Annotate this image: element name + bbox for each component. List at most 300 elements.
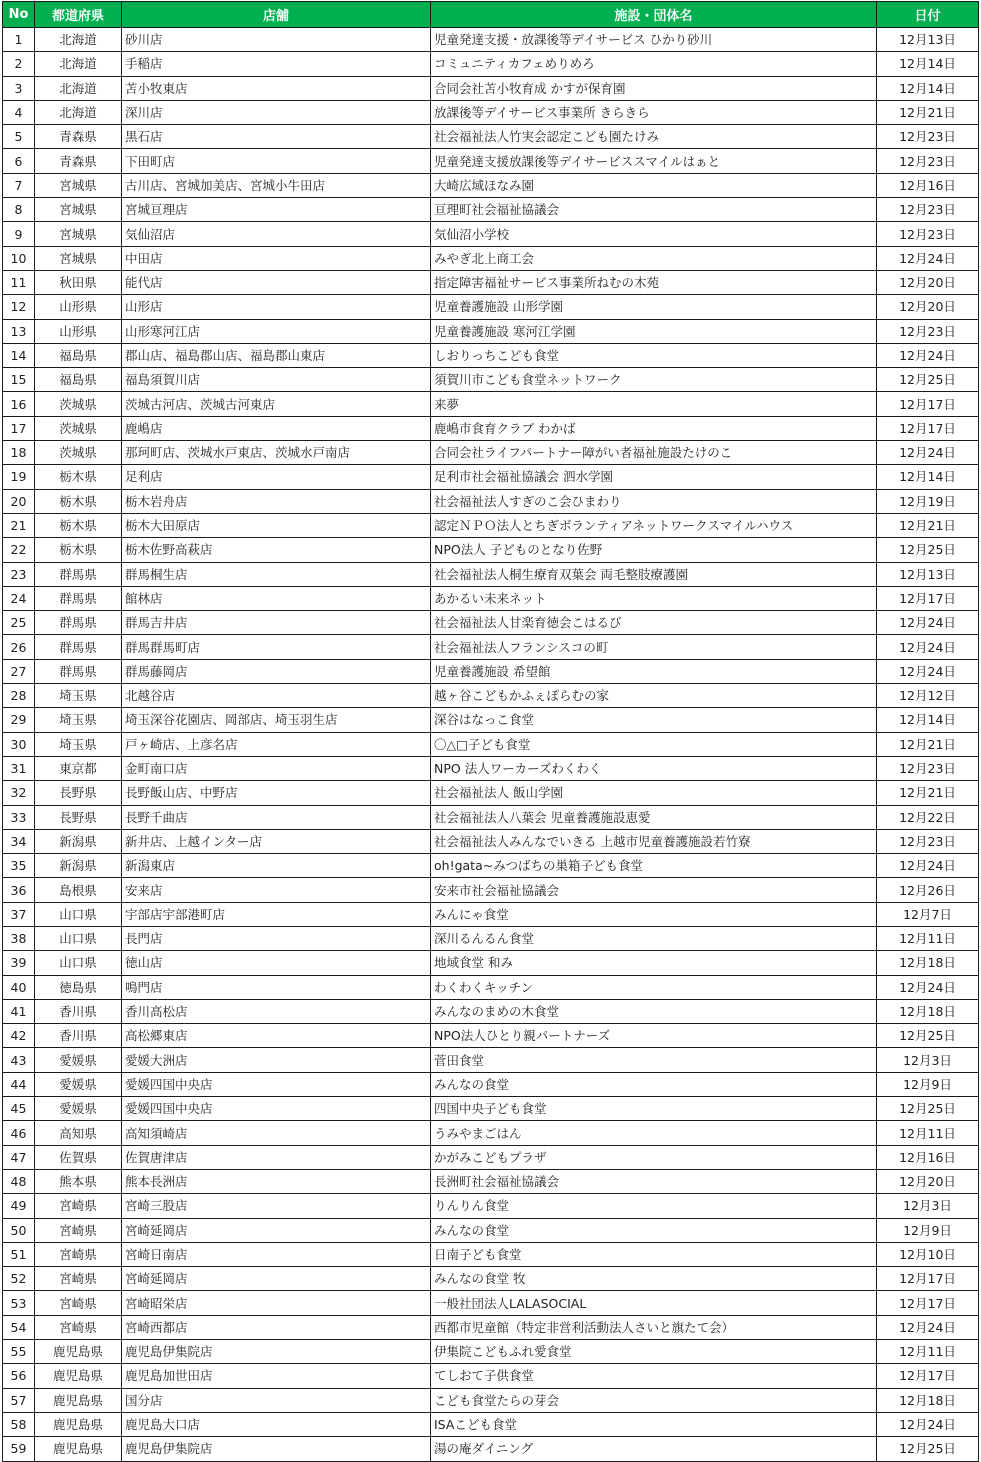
cell-date: 12月9日 (877, 1218, 979, 1242)
cell-prefecture: 愛媛県 (35, 1097, 122, 1121)
cell-no: 32 (3, 781, 35, 805)
cell-date: 12月19日 (877, 489, 979, 513)
cell-no: 8 (3, 198, 35, 222)
cell-prefecture: 宮城県 (35, 173, 122, 197)
cell-store: 手稲店 (122, 52, 431, 76)
cell-date: 12月11日 (877, 926, 979, 950)
cell-date: 12月23日 (877, 149, 979, 173)
cell-organization: うみやまごはん (431, 1121, 877, 1145)
cell-store: 国分店 (122, 1388, 431, 1412)
cell-no: 20 (3, 489, 35, 513)
cell-no: 40 (3, 975, 35, 999)
cell-date: 12月25日 (877, 538, 979, 562)
table-row (3, 878, 979, 902)
cell-prefecture: 栃木県 (35, 513, 122, 537)
cell-prefecture: 島根県 (35, 878, 122, 902)
cell-prefecture: 鹿児島県 (35, 1364, 122, 1388)
cell-store: 山形寒河江店 (122, 319, 431, 343)
cell-date: 12月17日 (877, 586, 979, 610)
cell-prefecture: 埼玉県 (35, 708, 122, 732)
cell-date: 12月21日 (877, 781, 979, 805)
cell-prefecture: 高知県 (35, 1121, 122, 1145)
cell-date: 12月21日 (877, 732, 979, 756)
table-row (3, 854, 979, 878)
cell-store: 愛媛四国中央店 (122, 1072, 431, 1096)
cell-date: 12月12日 (877, 684, 979, 708)
cell-no: 52 (3, 1267, 35, 1291)
cell-organization: 社会福祉法人竹実会認定こども園たけみ (431, 125, 877, 149)
cell-date: 12月23日 (877, 319, 979, 343)
cell-date: 12月23日 (877, 829, 979, 853)
table-row (3, 586, 979, 610)
cell-date: 12月23日 (877, 198, 979, 222)
table-row (3, 756, 979, 780)
cell-date: 12月23日 (877, 125, 979, 149)
cell-organization: ISAこども食堂 (431, 1412, 877, 1436)
cell-store: 福島須賀川店 (122, 368, 431, 392)
cell-no: 48 (3, 1169, 35, 1193)
cell-no: 49 (3, 1194, 35, 1218)
cell-organization: てしおて子供食堂 (431, 1364, 877, 1388)
cell-date: 12月18日 (877, 951, 979, 975)
cell-organization: みんなの食堂 牧 (431, 1267, 877, 1291)
cell-prefecture: 茨城県 (35, 441, 122, 465)
cell-date: 12月26日 (877, 878, 979, 902)
table-row (3, 149, 979, 173)
cell-prefecture: 山形県 (35, 319, 122, 343)
cell-no: 7 (3, 173, 35, 197)
table-row (3, 951, 979, 975)
cell-date: 12月17日 (877, 1291, 979, 1315)
cell-no: 19 (3, 465, 35, 489)
cell-store: 館林店 (122, 586, 431, 610)
cell-store: 苫小牧東店 (122, 76, 431, 100)
cell-prefecture: 北海道 (35, 76, 122, 100)
table-row (3, 1072, 979, 1096)
cell-store: 熊本長洲店 (122, 1169, 431, 1193)
cell-store: 鹿嶋店 (122, 416, 431, 440)
cell-date: 12月24日 (877, 635, 979, 659)
table-body (3, 28, 979, 1462)
cell-date: 12月24日 (877, 246, 979, 270)
cell-no: 44 (3, 1072, 35, 1096)
cell-date: 12月18日 (877, 999, 979, 1023)
cell-prefecture: 福島県 (35, 343, 122, 367)
cell-no: 36 (3, 878, 35, 902)
cell-no: 51 (3, 1242, 35, 1266)
cell-date: 12月25日 (877, 1097, 979, 1121)
table-row (3, 100, 979, 124)
cell-organization: 西都市児童館（特定非営利活動法人さいと旗たて会） (431, 1315, 877, 1339)
cell-no: 14 (3, 343, 35, 367)
cell-store: 愛媛四国中央店 (122, 1097, 431, 1121)
cell-no: 3 (3, 76, 35, 100)
cell-prefecture: 栃木県 (35, 489, 122, 513)
table-row (3, 441, 979, 465)
cell-prefecture: 鹿児島県 (35, 1388, 122, 1412)
cell-date: 12月22日 (877, 805, 979, 829)
cell-store: 群馬群馬町店 (122, 635, 431, 659)
table-row (3, 295, 979, 319)
cell-no: 33 (3, 805, 35, 829)
cell-date: 12月23日 (877, 222, 979, 246)
cell-no: 57 (3, 1388, 35, 1412)
cell-organization: 社会福祉法人みんなでいきる 上越市児童養護施設若竹寮 (431, 829, 877, 853)
cell-store: 金町南口店 (122, 756, 431, 780)
cell-date: 12月25日 (877, 368, 979, 392)
cell-store: 山形店 (122, 295, 431, 319)
cell-prefecture: 栃木県 (35, 538, 122, 562)
cell-no: 28 (3, 684, 35, 708)
cell-store: 高知須崎店 (122, 1121, 431, 1145)
cell-organization: 菅田食堂 (431, 1048, 877, 1072)
cell-store: 長野飯山店、中野店 (122, 781, 431, 805)
cell-organization: あかるい未来ネット (431, 586, 877, 610)
cell-prefecture: 熊本県 (35, 1169, 122, 1193)
cell-date: 12月23日 (877, 756, 979, 780)
cell-date: 12月17日 (877, 392, 979, 416)
cell-date: 12月14日 (877, 52, 979, 76)
cell-no: 24 (3, 586, 35, 610)
table-row (3, 489, 979, 513)
cell-no: 5 (3, 125, 35, 149)
table-row (3, 1194, 979, 1218)
table-row (3, 1388, 979, 1412)
cell-prefecture: 徳島県 (35, 975, 122, 999)
cell-prefecture: 山形県 (35, 295, 122, 319)
cell-date: 12月17日 (877, 1267, 979, 1291)
cell-organization: NPO 法人ワーカーズわくわく (431, 756, 877, 780)
cell-organization: りんりん食堂 (431, 1194, 877, 1218)
cell-no: 10 (3, 246, 35, 270)
cell-date: 12月13日 (877, 562, 979, 586)
cell-no: 4 (3, 100, 35, 124)
cell-prefecture: 福島県 (35, 368, 122, 392)
cell-no: 54 (3, 1315, 35, 1339)
cell-prefecture: 山口県 (35, 902, 122, 926)
cell-prefecture: 新潟県 (35, 854, 122, 878)
cell-no: 41 (3, 999, 35, 1023)
cell-organization: 日南子ども食堂 (431, 1242, 877, 1266)
cell-organization: 一般社団法人LALASOCIAL (431, 1291, 877, 1315)
cell-store: 黒石店 (122, 125, 431, 149)
cell-no: 17 (3, 416, 35, 440)
cell-prefecture: 宮城県 (35, 222, 122, 246)
cell-store: 群馬藤岡店 (122, 659, 431, 683)
cell-no: 39 (3, 951, 35, 975)
cell-no: 27 (3, 659, 35, 683)
cell-store: 宮崎三股店 (122, 1194, 431, 1218)
cell-store: 長野千曲店 (122, 805, 431, 829)
cell-no: 53 (3, 1291, 35, 1315)
table-row (3, 173, 979, 197)
table-row (3, 975, 979, 999)
header-prefecture: 都道府県 (35, 2, 122, 28)
table-row (3, 926, 979, 950)
cell-prefecture: 香川県 (35, 999, 122, 1023)
cell-date: 12月16日 (877, 1145, 979, 1169)
cell-store: 鹿児島伊集院店 (122, 1437, 431, 1461)
table-row (3, 343, 979, 367)
cell-prefecture: 宮崎県 (35, 1291, 122, 1315)
cell-organization: こども食堂たらの芽会 (431, 1388, 877, 1412)
table-row (3, 513, 979, 537)
cell-no: 11 (3, 270, 35, 294)
cell-prefecture: 山口県 (35, 951, 122, 975)
cell-prefecture: 山口県 (35, 926, 122, 950)
cell-date: 12月20日 (877, 1169, 979, 1193)
cell-date: 12月21日 (877, 100, 979, 124)
cell-store: 香川高松店 (122, 999, 431, 1023)
cell-prefecture: 佐賀県 (35, 1145, 122, 1169)
cell-date: 12月24日 (877, 975, 979, 999)
header-no: No (3, 2, 35, 28)
cell-prefecture: 宮城県 (35, 198, 122, 222)
table-row (3, 1340, 979, 1364)
cell-no: 47 (3, 1145, 35, 1169)
cell-organization: みんなの食堂 (431, 1072, 877, 1096)
cell-store: 新井店、上越インター店 (122, 829, 431, 853)
cell-date: 12月3日 (877, 1194, 979, 1218)
cell-prefecture: 長野県 (35, 781, 122, 805)
cell-store: 宮崎延岡店 (122, 1218, 431, 1242)
cell-date: 12月16日 (877, 173, 979, 197)
cell-organization: 児童発達支援放課後等デイサービススマイルはぁと (431, 149, 877, 173)
cell-organization: 〇△□子ども食堂 (431, 732, 877, 756)
cell-store: 砂川店 (122, 28, 431, 52)
cell-organization: 四国中央子ども食堂 (431, 1097, 877, 1121)
cell-store: 能代店 (122, 270, 431, 294)
cell-organization: 亘理町社会福祉協議会 (431, 198, 877, 222)
table-row (3, 1169, 979, 1193)
cell-no: 55 (3, 1340, 35, 1364)
cell-prefecture: 栃木県 (35, 465, 122, 489)
cell-organization: 認定ＮＰＯ法人とちぎボランティアネットワークスマイルハウス (431, 513, 877, 537)
cell-prefecture: 鹿児島県 (35, 1412, 122, 1436)
cell-store: 宮崎西都店 (122, 1315, 431, 1339)
cell-store: 宇部店宇部港町店 (122, 902, 431, 926)
cell-store: 郡山店、福島郡山店、福島郡山東店 (122, 343, 431, 367)
cell-organization: 児童養護施設 希望館 (431, 659, 877, 683)
cell-prefecture: 青森県 (35, 125, 122, 149)
cell-date: 12月24日 (877, 343, 979, 367)
cell-prefecture: 群馬県 (35, 635, 122, 659)
table-row (3, 1412, 979, 1436)
cell-no: 43 (3, 1048, 35, 1072)
cell-no: 21 (3, 513, 35, 537)
cell-store: 群馬吉井店 (122, 611, 431, 635)
cell-organization: 社会福祉法人八葉会 児童養護施設恵愛 (431, 805, 877, 829)
cell-no: 15 (3, 368, 35, 392)
cell-date: 12月24日 (877, 441, 979, 465)
cell-store: 新潟東店 (122, 854, 431, 878)
cell-store: 鹿児島大口店 (122, 1412, 431, 1436)
cell-organization: 湯の庵ダイニング (431, 1437, 877, 1461)
cell-organization: 来夢 (431, 392, 877, 416)
cell-prefecture: 埼玉県 (35, 684, 122, 708)
cell-no: 16 (3, 392, 35, 416)
table-row (3, 28, 979, 52)
cell-prefecture: 宮崎県 (35, 1218, 122, 1242)
cell-organization: 安来市社会福祉協議会 (431, 878, 877, 902)
cell-organization: 放課後等デイサービス事業所 きらきら (431, 100, 877, 124)
cell-date: 12月24日 (877, 1315, 979, 1339)
table-row (3, 999, 979, 1023)
cell-prefecture: 群馬県 (35, 562, 122, 586)
cell-no: 2 (3, 52, 35, 76)
cell-organization: みんなの食堂 (431, 1218, 877, 1242)
table-row (3, 319, 979, 343)
cell-prefecture: 茨城県 (35, 392, 122, 416)
cell-prefecture: 長野県 (35, 805, 122, 829)
cell-organization: 地域食堂 和み (431, 951, 877, 975)
cell-date: 12月20日 (877, 295, 979, 319)
cell-date: 12月24日 (877, 659, 979, 683)
cell-prefecture: 新潟県 (35, 829, 122, 853)
cell-organization: しおりっちこども食堂 (431, 343, 877, 367)
cell-prefecture: 宮崎県 (35, 1315, 122, 1339)
cell-prefecture: 埼玉県 (35, 732, 122, 756)
cell-organization: 児童養護施設 寒河江学園 (431, 319, 877, 343)
table-row (3, 1024, 979, 1048)
header-store: 店舗 (122, 2, 431, 28)
header-organization: 施設・団体名 (431, 2, 877, 28)
cell-no: 38 (3, 926, 35, 950)
cell-organization: 越ヶ谷こどもかふぇぽらむの家 (431, 684, 877, 708)
cell-no: 23 (3, 562, 35, 586)
donation-table-container (2, 1, 979, 1462)
cell-date: 12月25日 (877, 1024, 979, 1048)
table-row (3, 1145, 979, 1169)
table-row (3, 1315, 979, 1339)
cell-organization: 深川るんるん食堂 (431, 926, 877, 950)
donation-table (2, 1, 979, 1462)
cell-organization: 社会福祉法人フランシスコの町 (431, 635, 877, 659)
cell-prefecture: 北海道 (35, 52, 122, 76)
cell-date: 12月18日 (877, 1388, 979, 1412)
table-row (3, 198, 979, 222)
cell-prefecture: 群馬県 (35, 659, 122, 683)
table-row (3, 781, 979, 805)
cell-store: 佐賀唐津店 (122, 1145, 431, 1169)
cell-organization: 長洲町社会福祉協議会 (431, 1169, 877, 1193)
cell-organization: 足利市社会福祉協議会 泗水学園 (431, 465, 877, 489)
cell-no: 56 (3, 1364, 35, 1388)
cell-store: 古川店、宮城加美店、宮城小牛田店 (122, 173, 431, 197)
cell-organization: コミュニティカフェめりめろ (431, 52, 877, 76)
cell-organization: 指定障害福祉サービス事業所ねむの木苑 (431, 270, 877, 294)
cell-prefecture: 愛媛県 (35, 1048, 122, 1072)
cell-no: 37 (3, 902, 35, 926)
table-row (3, 635, 979, 659)
cell-no: 1 (3, 28, 35, 52)
cell-no: 31 (3, 756, 35, 780)
table-row (3, 270, 979, 294)
cell-organization: 大崎広域ほなみ園 (431, 173, 877, 197)
cell-no: 45 (3, 1097, 35, 1121)
cell-date: 12月14日 (877, 465, 979, 489)
cell-organization: みんにゃ食堂 (431, 902, 877, 926)
cell-no: 30 (3, 732, 35, 756)
cell-store: 群馬桐生店 (122, 562, 431, 586)
cell-no: 22 (3, 538, 35, 562)
table-row (3, 538, 979, 562)
table-row (3, 684, 979, 708)
table-row (3, 562, 979, 586)
cell-organization: NPO法人 子どものとなり佐野 (431, 538, 877, 562)
cell-store: 栃木佐野高萩店 (122, 538, 431, 562)
cell-organization: 合同会社苫小牧育成 かすが保育園 (431, 76, 877, 100)
cell-store: 鹿児島伊集院店 (122, 1340, 431, 1364)
cell-organization: 伊集院こどもふれ愛食堂 (431, 1340, 877, 1364)
cell-organization: oh!gata~みつばちの巣箱子ども食堂 (431, 854, 877, 878)
cell-no: 9 (3, 222, 35, 246)
header-date: 日付 (877, 2, 979, 28)
cell-date: 12月11日 (877, 1121, 979, 1145)
cell-date: 12月24日 (877, 1412, 979, 1436)
cell-store: 北越谷店 (122, 684, 431, 708)
cell-no: 50 (3, 1218, 35, 1242)
table-row (3, 392, 979, 416)
cell-organization: NPO法人ひとり親パートナーズ (431, 1024, 877, 1048)
cell-store: 戸ヶ崎店、上彦名店 (122, 732, 431, 756)
cell-date: 12月17日 (877, 416, 979, 440)
cell-organization: 気仙沼小学校 (431, 222, 877, 246)
cell-date: 12月21日 (877, 513, 979, 537)
cell-store: 那珂町店、茨城水戸東店、茨城水戸南店 (122, 441, 431, 465)
cell-prefecture: 青森県 (35, 149, 122, 173)
cell-no: 12 (3, 295, 35, 319)
cell-prefecture: 群馬県 (35, 611, 122, 635)
cell-store: 鹿児島加世田店 (122, 1364, 431, 1388)
cell-prefecture: 群馬県 (35, 586, 122, 610)
table-row (3, 611, 979, 635)
cell-organization: 児童発達支援・放課後等デイサービス ひかり砂川 (431, 28, 877, 52)
cell-organization: 合同会社ライフパートナー障がい者福祉施設たけのこ (431, 441, 877, 465)
cell-organization: 須賀川市こども食堂ネットワーク (431, 368, 877, 392)
cell-store: 宮崎昭栄店 (122, 1291, 431, 1315)
table-row (3, 1218, 979, 1242)
cell-date: 12月10日 (877, 1242, 979, 1266)
cell-organization: みやぎ北上商工会 (431, 246, 877, 270)
cell-no: 26 (3, 635, 35, 659)
cell-prefecture: 北海道 (35, 100, 122, 124)
table-row (3, 1437, 979, 1461)
cell-no: 25 (3, 611, 35, 635)
cell-no: 46 (3, 1121, 35, 1145)
cell-date: 12月25日 (877, 1437, 979, 1461)
header-row (3, 2, 979, 28)
cell-date: 12月7日 (877, 902, 979, 926)
cell-store: 下田町店 (122, 149, 431, 173)
cell-store: 高松郷東店 (122, 1024, 431, 1048)
cell-organization: 社会福祉法人すぎのこ会ひまわり (431, 489, 877, 513)
cell-store: 愛媛大洲店 (122, 1048, 431, 1072)
cell-date: 12月14日 (877, 76, 979, 100)
table-row (3, 368, 979, 392)
table-row (3, 708, 979, 732)
table-row (3, 829, 979, 853)
cell-prefecture: 北海道 (35, 28, 122, 52)
cell-prefecture: 香川県 (35, 1024, 122, 1048)
cell-store: 鳴門店 (122, 975, 431, 999)
cell-no: 42 (3, 1024, 35, 1048)
cell-date: 12月11日 (877, 1340, 979, 1364)
table-row (3, 52, 979, 76)
cell-no: 6 (3, 149, 35, 173)
cell-store: 安来店 (122, 878, 431, 902)
cell-prefecture: 宮城県 (35, 246, 122, 270)
